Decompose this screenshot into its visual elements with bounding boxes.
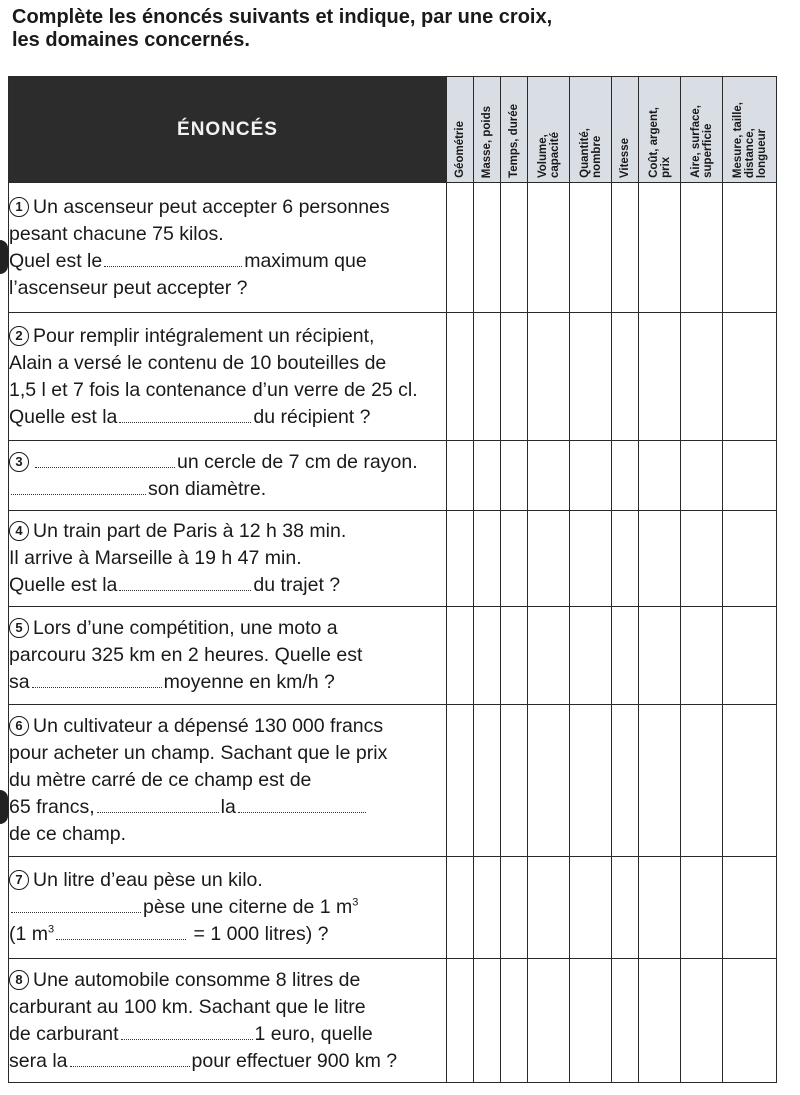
domain-checkbox-cell[interactable] — [681, 857, 723, 959]
statement-text-cell — [9, 441, 447, 511]
statement-text: pour effectuer 900 km ? — [191, 1049, 398, 1072]
statement-line — [9, 221, 446, 248]
domain-label — [619, 138, 631, 178]
statement-line — [9, 377, 446, 404]
instructions-line-2: les domaines concernés. — [12, 29, 250, 51]
domain-column-header — [501, 77, 528, 183]
domain-checkbox-cell[interactable] — [501, 607, 528, 705]
statement-text: son diamètre. — [148, 477, 267, 500]
statement-line — [9, 894, 446, 921]
domain-label — [732, 102, 768, 178]
statement-line — [9, 794, 446, 821]
answer-blank-field[interactable] — [56, 929, 186, 940]
domain-checkbox-cell[interactable] — [639, 857, 681, 959]
domain-checkbox-cell[interactable] — [612, 857, 639, 959]
statement-row — [9, 607, 777, 705]
instructions-line-1: Complète les énoncés suivants et indique, par une croix, — [12, 6, 553, 28]
domain-checkbox-cell[interactable] — [723, 607, 777, 705]
domain-checkbox-cell[interactable] — [528, 959, 570, 1083]
domain-checkbox-cell[interactable] — [501, 441, 528, 511]
domain-column-header — [681, 77, 723, 183]
domain-label-line: longueur — [755, 128, 768, 178]
statement-line — [9, 1048, 446, 1075]
domain-label-line: Vitesse — [619, 137, 631, 178]
domain-checkbox-cell[interactable] — [474, 607, 501, 705]
domain-checkbox-cell[interactable] — [681, 511, 723, 607]
statement-row — [9, 441, 777, 511]
statement-row — [9, 959, 777, 1083]
domain-checkbox-cell[interactable] — [474, 441, 501, 511]
domain-checkbox-cell[interactable] — [612, 959, 639, 1083]
domain-checkbox-cell[interactable] — [681, 313, 723, 441]
statement-line — [9, 194, 446, 221]
domain-label-line: capacité — [548, 131, 561, 178]
statement-text: du mètre carré de ce champ est de — [9, 769, 312, 791]
domain-label — [454, 121, 466, 178]
answer-blank-field[interactable] — [104, 256, 242, 267]
domain-column-header — [639, 77, 681, 183]
statement-line — [9, 967, 446, 994]
statement-text: pèse une citerne de 1 m — [143, 896, 353, 918]
statement-text: Une automobile consomme 8 litres de — [33, 968, 361, 991]
statement-line — [9, 248, 446, 275]
statement-number-badge: 4 — [9, 521, 29, 541]
statement-text: Quel est le — [9, 249, 103, 272]
statement-row — [9, 313, 777, 441]
statement-text: moyenne en km/h ? — [163, 671, 335, 693]
statement-text: = 1 000 litres) ? — [188, 923, 329, 945]
domain-label-line: Géométrie — [454, 121, 466, 178]
domain-checkbox-cell[interactable] — [639, 959, 681, 1083]
statement-line — [9, 740, 446, 767]
statement-line — [9, 545, 446, 572]
statement-line — [9, 476, 446, 503]
domain-label-line: Quantité, — [578, 128, 591, 178]
domain-label-line: nombre — [590, 135, 603, 178]
domain-label-line: prix — [659, 156, 672, 178]
instructions — [12, 6, 782, 52]
domain-checkbox-cell[interactable] — [612, 183, 639, 313]
domain-checkbox-cell[interactable] — [501, 705, 528, 857]
statement-text: l’ascenseur peut accepter ? — [9, 276, 248, 299]
statement-number-badge: 3 — [9, 452, 29, 472]
domain-label — [508, 104, 520, 178]
domain-checkbox-cell[interactable] — [474, 959, 501, 1083]
statement-text: la — [220, 796, 236, 818]
domain-checkbox-cell[interactable] — [612, 313, 639, 441]
answer-blank-field[interactable] — [35, 457, 175, 468]
domain-checkbox-cell[interactable] — [570, 183, 612, 313]
domain-checkbox-cell[interactable] — [474, 511, 501, 607]
exercise-table — [8, 76, 777, 1083]
statement-text-cell — [9, 705, 447, 857]
statement-text-cell — [9, 607, 447, 705]
statement-text-cell — [9, 183, 447, 313]
domain-checkbox-cell[interactable] — [447, 857, 474, 959]
statement-line — [9, 404, 446, 431]
statement-row — [9, 705, 777, 857]
statement-text: Un cultivateur a dépensé 130 000 francs — [33, 715, 384, 737]
statement-line — [9, 518, 446, 545]
domain-checkbox-cell[interactable] — [639, 705, 681, 857]
domain-checkbox-cell[interactable] — [501, 959, 528, 1083]
statement-text: parcouru 325 km en 2 heures. Quelle est — [9, 644, 363, 666]
domain-column-header — [474, 77, 501, 183]
domain-label — [690, 105, 714, 178]
statement-number-badge: 6 — [9, 716, 29, 736]
answer-blank-field[interactable] — [119, 412, 251, 423]
statement-text: de carburant — [9, 1022, 119, 1045]
domain-checkbox-cell[interactable] — [528, 511, 570, 607]
domain-checkbox-cell[interactable] — [612, 441, 639, 511]
domain-checkbox-cell[interactable] — [723, 511, 777, 607]
domain-checkbox-cell[interactable] — [447, 441, 474, 511]
statements-column-header: ÉNONCÉS — [9, 77, 447, 183]
statement-text: du récipient ? — [253, 405, 371, 428]
statement-text: Quelle est la — [9, 574, 118, 596]
domain-label-line: superficie — [701, 123, 714, 178]
domain-column-header — [447, 77, 474, 183]
domain-checkbox-cell[interactable] — [474, 705, 501, 857]
domain-checkbox-cell[interactable] — [723, 705, 777, 857]
statement-text-cell — [9, 959, 447, 1083]
domain-checkbox-cell[interactable] — [528, 857, 570, 959]
statement-text: Pour remplir intégralement un récipient, — [33, 324, 375, 347]
answer-blank-field[interactable] — [70, 1056, 190, 1067]
statement-line — [9, 323, 446, 350]
domain-checkbox-cell[interactable] — [501, 313, 528, 441]
statement-line — [9, 642, 446, 669]
domain-checkbox-cell[interactable] — [528, 607, 570, 705]
domain-checkbox-cell[interactable] — [681, 959, 723, 1083]
domain-label — [537, 132, 561, 178]
domain-checkbox-cell[interactable] — [570, 959, 612, 1083]
statement-number-badge: 7 — [9, 870, 29, 890]
statement-line — [9, 713, 446, 740]
domain-checkbox-cell[interactable] — [612, 511, 639, 607]
binding-hole-mark — [0, 790, 8, 824]
statement-text: sa — [9, 671, 30, 693]
domain-checkbox-cell[interactable] — [447, 183, 474, 313]
binding-hole-mark — [0, 240, 8, 274]
statement-text: maximum que — [244, 249, 367, 272]
domain-checkbox-cell[interactable] — [639, 511, 681, 607]
statement-text: sera la — [9, 1049, 68, 1072]
domain-checkbox-cell[interactable] — [528, 313, 570, 441]
domain-checkbox-cell[interactable] — [501, 511, 528, 607]
answer-blank-field[interactable] — [32, 677, 162, 688]
domain-checkbox-cell[interactable] — [639, 607, 681, 705]
domain-checkbox-cell[interactable] — [681, 607, 723, 705]
answer-blank-field[interactable] — [11, 484, 146, 495]
domain-checkbox-cell[interactable] — [501, 857, 528, 959]
answer-blank-field[interactable] — [121, 1029, 253, 1040]
statement-text: 65 francs, — [9, 796, 95, 818]
domain-label-line: distance, — [743, 128, 756, 178]
statement-line — [9, 767, 446, 794]
domain-column-header — [528, 77, 570, 183]
domain-checkbox-cell[interactable] — [723, 313, 777, 441]
statement-line — [9, 1021, 446, 1048]
statement-line — [9, 275, 446, 302]
domain-checkbox-cell[interactable] — [723, 959, 777, 1083]
statement-line — [9, 867, 446, 894]
answer-blank-field[interactable] — [97, 802, 219, 813]
domain-checkbox-cell[interactable] — [639, 183, 681, 313]
domain-checkbox-cell[interactable] — [528, 441, 570, 511]
statement-text: Un ascenseur peut accepter 6 personnes — [33, 195, 390, 218]
domain-label-line: Masse, poids — [481, 105, 493, 178]
domain-checkbox-cell[interactable] — [474, 183, 501, 313]
domain-checkbox-cell[interactable] — [447, 959, 474, 1083]
statement-line — [9, 572, 446, 599]
statement-row — [9, 857, 777, 959]
domain-checkbox-cell[interactable] — [723, 441, 777, 511]
domain-checkbox-cell[interactable] — [681, 183, 723, 313]
statement-number-badge: 8 — [9, 970, 29, 990]
statement-text: Il arrive à Marseille à 19 h 47 min. — [9, 547, 302, 569]
domain-checkbox-cell[interactable] — [612, 705, 639, 857]
domain-checkbox-cell[interactable] — [474, 857, 501, 959]
table-header-row — [9, 77, 777, 183]
domain-column-header — [570, 77, 612, 183]
statement-line — [9, 921, 446, 948]
statement-row — [9, 183, 777, 313]
domain-checkbox-cell[interactable] — [639, 313, 681, 441]
domain-checkbox-cell[interactable] — [501, 183, 528, 313]
domain-label — [579, 128, 603, 178]
statement-line — [9, 821, 446, 848]
domain-checkbox-cell[interactable] — [723, 183, 777, 313]
domain-checkbox-cell[interactable] — [528, 705, 570, 857]
domain-checkbox-cell[interactable] — [570, 705, 612, 857]
statement-text: un cercle de 7 cm de rayon. — [177, 450, 418, 473]
statement-text-cell — [9, 511, 447, 607]
statement-text: 1,5 l et 7 fois la contenance d’un verre de 25 cl. — [9, 378, 418, 401]
statement-text: pour acheter un champ. Sachant que le prix — [9, 742, 388, 764]
statement-text: carburant au 100 km. Sachant que le litre — [9, 995, 366, 1018]
domain-column-header — [723, 77, 777, 183]
domain-checkbox-cell[interactable] — [570, 313, 612, 441]
domain-checkbox-cell[interactable] — [528, 183, 570, 313]
domain-checkbox-cell[interactable] — [570, 857, 612, 959]
statement-text: (1 m — [9, 923, 48, 945]
superscript: 3 — [48, 923, 55, 936]
superscript: 3 — [352, 896, 359, 909]
statement-text: Alain a versé le contenu de 10 bouteilles de — [9, 351, 387, 374]
domain-checkbox-cell[interactable] — [681, 441, 723, 511]
domain-checkbox-cell[interactable] — [639, 441, 681, 511]
domain-checkbox-cell[interactable] — [447, 313, 474, 441]
domain-checkbox-cell[interactable] — [447, 607, 474, 705]
statement-text: 1 euro, quelle — [254, 1022, 373, 1045]
domain-label — [648, 107, 672, 178]
domain-checkbox-cell[interactable] — [570, 511, 612, 607]
domain-column-header — [612, 77, 639, 183]
domain-label — [481, 106, 493, 178]
statement-number-badge: 1 — [9, 197, 29, 217]
statement-line — [9, 615, 446, 642]
statement-line — [9, 449, 446, 476]
domain-checkbox-cell[interactable] — [570, 607, 612, 705]
domain-checkbox-cell[interactable] — [723, 857, 777, 959]
domain-label-line: Aire, surface, — [689, 105, 702, 178]
domain-checkbox-cell[interactable] — [681, 705, 723, 857]
domain-checkbox-cell[interactable] — [612, 607, 639, 705]
domain-label-line: Mesure, taille, — [731, 101, 744, 178]
statement-line — [9, 994, 446, 1021]
statement-text: Un litre d’eau pèse un kilo. — [33, 869, 263, 891]
statement-line — [9, 669, 446, 696]
answer-blank-field[interactable] — [119, 580, 251, 591]
statement-text: de ce champ. — [9, 823, 127, 845]
domain-label-line: Coût, argent, — [647, 107, 660, 178]
answer-blank-field[interactable] — [238, 802, 366, 813]
statement-text-cell — [9, 857, 447, 959]
statement-number-badge: 5 — [9, 618, 29, 638]
statement-text: du trajet ? — [253, 574, 341, 596]
statement-row — [9, 511, 777, 607]
statement-line — [9, 350, 446, 377]
statement-text-cell — [9, 313, 447, 441]
statement-text: pesant chacune 75 kilos. — [9, 222, 224, 245]
statement-text: Quelle est la — [9, 405, 118, 428]
domain-checkbox-cell[interactable] — [447, 705, 474, 857]
answer-blank-field[interactable] — [11, 902, 141, 913]
domain-checkbox-cell[interactable] — [570, 441, 612, 511]
domain-checkbox-cell[interactable] — [474, 313, 501, 441]
domain-label-line: Volume, — [536, 134, 549, 178]
domain-checkbox-cell[interactable] — [447, 511, 474, 607]
statement-text: Un train part de Paris à 12 h 38 min. — [33, 520, 347, 542]
domain-label-line: Temps, durée — [508, 104, 520, 178]
statement-text: Lors d’une compétition, une moto a — [33, 617, 338, 639]
statement-number-badge: 2 — [9, 326, 29, 346]
